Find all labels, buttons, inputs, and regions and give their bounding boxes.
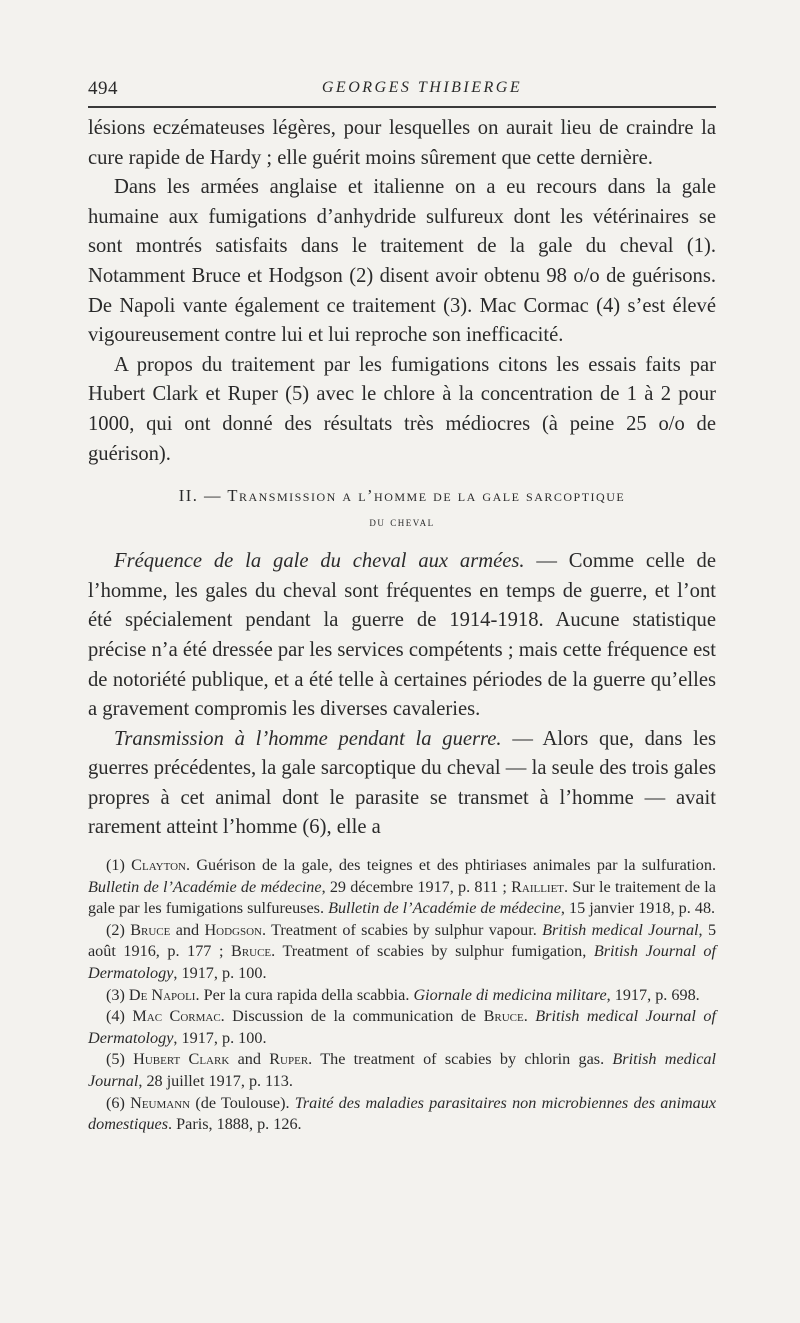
footnote-text: , 15 janvier 1918, p. 48.: [560, 899, 716, 918]
section-heading-line-2: du cheval: [369, 514, 435, 530]
footnote-text: , 29 décembre 1917, p. 811 ;: [321, 877, 512, 896]
paragraph-5-title: Transmission à l’homme pendant la guerre.: [114, 727, 502, 750]
footnote-text: , 1917, p. 698.: [606, 985, 700, 1004]
footnote-author: Clayton: [131, 856, 186, 875]
paragraph-4-text: — Comme celle de l’homme, les gales du cheval sont fréquentes en temps de guerre, et l’ont été spécialement pendant la guerre de 1914-1918. Aucune statistique précise n’a été dressée par les services compétents ; mais cette fréquence est de notoriété publique, et a été telle à certaines périodes de la guerre qu’elles a gravement compromis les diverses cavaleries.: [88, 550, 716, 721]
footnote-author: Ruper: [269, 1050, 309, 1069]
paragraph-4: [88, 547, 716, 725]
book-page: [88, 70, 716, 1136]
footnote-journal: Giornale di medicina militare: [413, 985, 607, 1004]
footnote-text: (de Toulouse).: [190, 1093, 295, 1112]
paragraph-2: Dans les armées anglaise et italienne on a eu recours dans la gale humaine aux fumigations d’anhydride sulfureux dont les vétérinaires se sont montrés satisfaits dans le traitement de la gale du cheval (1). Notamment Bruce et Hodgson (2) disent avoir obtenu 98 o/o de guérisons. De Napoli vante également ce traitement (3). Mac Cormac (4) s’est élevé vigoureusement contre lui et lui reproche son inefficacité.: [88, 176, 716, 347]
footnote-5: [88, 1049, 716, 1092]
footnote-text: . Per la cura rapida della scabbia.: [195, 985, 414, 1004]
footnote-journal: British medical Journal: [542, 920, 699, 939]
footnotes: [88, 855, 716, 1136]
footnote-author: Bruce: [231, 942, 272, 961]
page-number: 494: [88, 78, 118, 99]
footnote-author: Hodgson: [204, 920, 262, 939]
footnote-journal: British Journal of Dermatology: [88, 942, 716, 983]
paragraph-5-text: — Alors que, dans les guerres précédentes, la gale sarcoptique du cheval — la seule des trois gales propres à cet animal dont le parasite se transmet à l’homme — avait rarement atteint l’homme (6), elle a: [88, 727, 716, 839]
section-heading: [88, 483, 716, 535]
footnote-text: , 1917, p. 100.: [173, 1028, 267, 1047]
footnote-number: (6): [106, 1093, 131, 1112]
footnote-text: . Guérison de la gale, des teignes et des phtiriases animales par la sulfuration.: [185, 856, 716, 875]
footnote-journal: Bulletin de l’Académie de médecine: [328, 899, 561, 918]
footnote-text: . Discussion de la communication de: [220, 1007, 484, 1026]
footnote-text: . Treatment of scabies by sulphur vapour.: [261, 920, 543, 939]
footnote-text: and: [170, 920, 205, 939]
footnote-author: Bruce: [483, 1007, 524, 1026]
paragraph-5: [88, 725, 716, 843]
footnote-3: [88, 985, 716, 1007]
footnote-number: (4): [106, 1007, 133, 1026]
footnote-text: . Treatment of scabies by sulphur fumigation,: [271, 942, 594, 961]
footnote-author: Bruce: [130, 920, 171, 939]
footnote-6: [88, 1093, 716, 1136]
footnote-number: (2): [106, 920, 131, 939]
footnote-text: , 1917, p. 100.: [173, 964, 267, 983]
page-header: [88, 70, 716, 104]
body-text: [88, 114, 716, 843]
footnote-number: (3): [106, 985, 129, 1004]
footnote-author: Mac Cormac: [132, 1007, 221, 1026]
footnote-number: (5): [106, 1050, 134, 1069]
footnote-text: . Paris, 1888, p. 126.: [168, 1115, 302, 1134]
footnote-book-title: Traité des maladies parasitaires non microbiennes des animaux domestiques: [88, 1093, 717, 1134]
footnote-1: [88, 855, 716, 920]
footnote-author: De Napoli: [128, 985, 196, 1004]
footnote-journal: British medical Journal: [88, 1050, 717, 1090]
paragraph-1: lésions eczémateuses légères, pour lesquelles on aurait lieu de craindre la cure rapide de Hardy ; elle guérit moins sûrement que cette dernière.: [88, 117, 716, 169]
footnote-2: [88, 920, 716, 985]
footnote-text: , 5 août 1916, p. 177 ;: [88, 920, 717, 961]
footnote-number: (1): [106, 856, 132, 875]
footnote-author: Railliet: [511, 877, 565, 896]
footnote-author: Neumann: [130, 1093, 191, 1112]
footnote-text: , 28 juillet 1917, p. 113.: [138, 1072, 293, 1090]
footnote-text: . Sur le traitement de la gale par les fumigations sulfureuses.: [88, 877, 716, 918]
footnote-author: Hubert Clark: [133, 1050, 230, 1069]
paragraph-4-title: Fréquence de la gale du cheval aux armées.: [114, 550, 525, 573]
footnote-journal: Bulletin de l’Académie de médecine: [88, 877, 322, 896]
footnote-journal: British medical Journal of Dermatology: [88, 1007, 716, 1047]
footnote-text: .: [523, 1007, 536, 1026]
footnote-text: . The treatment of scabies by chlorin gas.: [308, 1050, 613, 1069]
section-heading-line-1: II. — Transmission a l’homme de la gale sarcoptique: [178, 486, 626, 506]
running-title: GEORGES THIBIERGE: [321, 79, 523, 96]
header-rule: [88, 106, 716, 108]
paragraph-3: A propos du traitement par les fumigations citons les essais faits par Hubert Clark et Ruper (5) avec le chlore à la concentration de 1 à 2 pour 1000, qui ont donné des résultats très médiocres (à peine 25 o/o de guérison).: [88, 353, 716, 465]
footnote-4: [88, 1006, 716, 1049]
footnote-text: and: [229, 1050, 270, 1069]
